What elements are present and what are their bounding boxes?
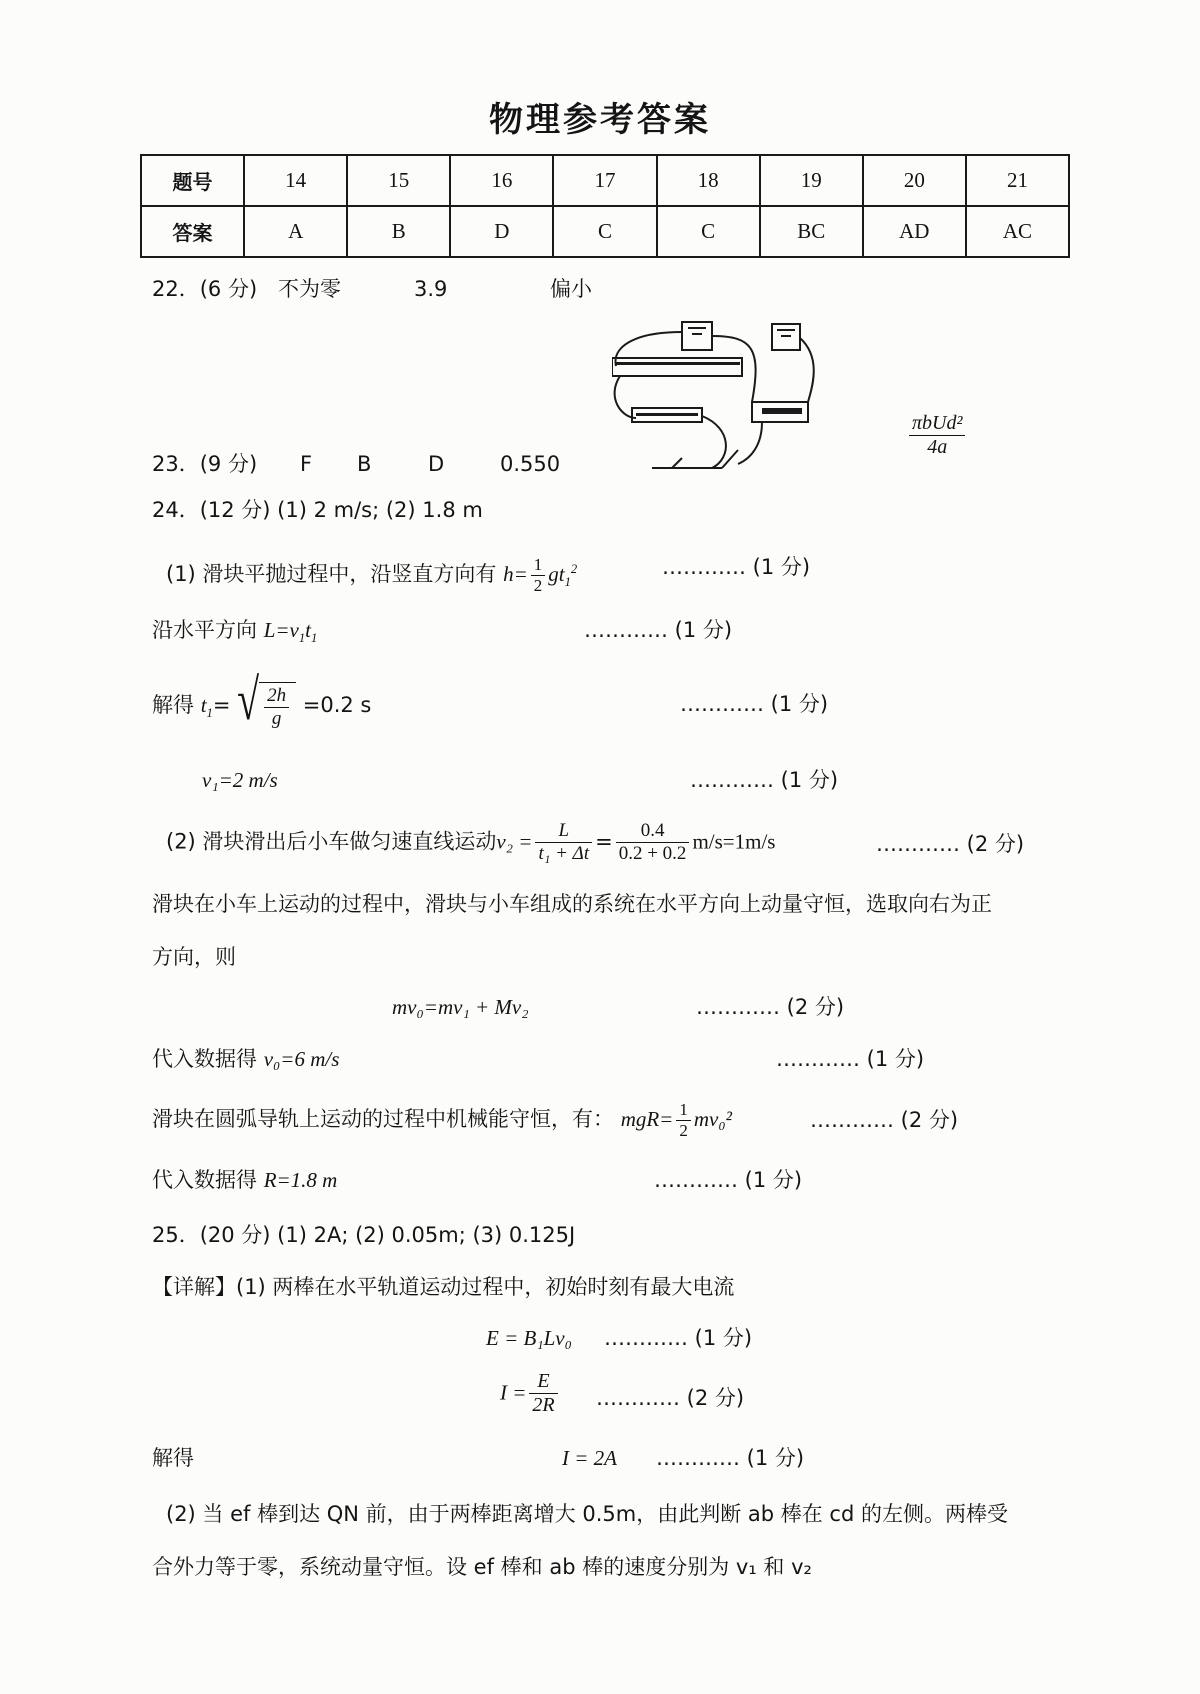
square-root: √ $\frac{2h}{g}$ (237, 682, 296, 730)
answer-table (140, 154, 1070, 258)
answer-cell: BC (760, 206, 863, 257)
q22-label: 22．(6 分) (152, 277, 258, 301)
q24-line-3-eq-post: =0.2 s (302, 692, 372, 717)
q24-line-4: v₁=2 m/s (202, 768, 278, 792)
q23-answer-4: 0.550 (500, 452, 561, 476)
q24-line-2-text: 沿水平方向 (152, 618, 257, 642)
question-number: 19 (760, 155, 863, 206)
q22-answer-1: 不为零 (278, 277, 341, 301)
score-note: ………… (1 分) (776, 1047, 925, 1071)
fraction-denominator: 2R (532, 1394, 555, 1416)
q24-line-9 (152, 1047, 339, 1072)
q23-label: 23．(9 分) (152, 452, 258, 476)
question-number: 15 (347, 155, 450, 206)
question-number: 21 (966, 155, 1069, 206)
score-note: ………… (1 分) (680, 692, 829, 716)
fraction-denominator: t₁ + Δt (538, 842, 590, 864)
answer-cell: AD (863, 206, 966, 257)
score-note: ………… (2 分) (810, 1108, 959, 1132)
q24-header: 24．(12 分) (1) 2 m/s; (2) 1.8 m (152, 498, 483, 522)
q24-line-10 (152, 1100, 732, 1140)
q24-line-5-eq-pre: v₂ = (496, 829, 533, 854)
answer-cell: C (657, 206, 760, 257)
answer-cell: D (450, 206, 553, 257)
question-number: 17 (553, 155, 656, 206)
q24-line-11-text: 代入数据得 (152, 1168, 257, 1192)
q25-line-6: 合外力等于零，系统动量守恒。设 ef 棒和 ab 棒的速度分别为 v₁ 和 v₂ (152, 1555, 812, 1579)
q24-line-9-eq: v₀=6 m/s (263, 1047, 340, 1071)
formula-denominator: 4a (927, 436, 948, 458)
q24-line-3-text: 解得 (152, 692, 194, 717)
fraction-numerator: 1 (676, 1100, 691, 1121)
question-number: 18 (657, 155, 760, 206)
q24-line-10-eq-post: mv₀² (693, 1107, 732, 1132)
question-number: 20 (863, 155, 966, 206)
answer-cell: A (244, 206, 347, 257)
answer-cell: C (553, 206, 656, 257)
q25-current-equation (500, 1370, 561, 1417)
fraction-numerator: 0.4 (616, 820, 690, 843)
q24-line-6: 滑块在小车上运动的过程中，滑块与小车组成的系统在水平方向上动量守恒，选取向右为正 (152, 892, 992, 916)
formula-numerator: πbUd² (909, 412, 965, 436)
question-number: 16 (450, 155, 553, 206)
q25-line-5: (2) 当 ef 棒到达 QN 前，由于两棒距离增大 0.5m，由此判断 ab 棒在 cd 的左侧。两棒受 (166, 1502, 1008, 1526)
score-note: ………… (1 分) (584, 618, 733, 642)
q24-line-5: (2) 滑块滑出后小车做匀速直线运动v₂ = $\frac{L}{\text{t₁ + Δt}}$ = $\frac{0.4}{0.2 + 0.2}$ m/s=1m/s (166, 820, 776, 864)
q24-line-2: 沿水平方向 $L=v_1t_1$ (152, 618, 318, 646)
q25-line-1: 【详解】(1) 两棒在水平轨道运动过程中，初始时刻有最大电流 (152, 1275, 735, 1299)
score-note: ………… (1 分) (656, 1446, 805, 1470)
score-note: ………… (2 分) (696, 995, 845, 1019)
q23-answer-1: F (300, 452, 313, 476)
fraction-denominator: 2 (533, 575, 543, 595)
q24-line-11 (152, 1168, 337, 1193)
q24-line-10-text: 滑块在圆弧导轨上运动的过程中机械能守恒，有： (152, 1107, 614, 1132)
q24-line-1-eq-post: gt (548, 562, 565, 587)
fraction-denominator: g (271, 707, 282, 729)
q24-line-1: (1) 滑块平抛过程中，沿竖直方向有 h= $\frac{1}{2}$ $gt_1^2$ (166, 555, 578, 595)
experiment-apparatus-image (612, 318, 834, 478)
question-number: 14 (244, 155, 347, 206)
score-note: ………… (2 分) (876, 832, 1025, 856)
q23-answer-3: D (428, 452, 445, 476)
score-note: ………… (2 分) (596, 1386, 745, 1410)
q24-line-3-eq-pre: t (200, 692, 207, 717)
fraction-numerator: 2h (264, 685, 289, 708)
q22-answer-3: 偏小 (550, 277, 592, 301)
page-title: 物理参考答案 (489, 100, 711, 140)
q24-momentum-equation: mv₀=mv₁ + Mv₂ (392, 995, 529, 1019)
q24-line-10-eq-pre: mgR= (620, 1107, 674, 1132)
fraction-numerator: E (529, 1370, 557, 1394)
q24-line-5-text: (2) 滑块滑出后小车做匀速直线运动 (166, 829, 497, 854)
score-note: ………… (1 分) (662, 555, 811, 579)
answer-cell: AC (966, 206, 1069, 257)
q24-line-11-eq: R=1.8 m (263, 1168, 338, 1192)
score-note: ………… (1 分) (604, 1326, 753, 1350)
q24-line-2-eq: L=v (263, 618, 299, 642)
score-note: ………… (1 分) (690, 768, 839, 792)
fraction-numerator: 1 (531, 555, 546, 576)
q25-current-eq-pre: I = (500, 1380, 527, 1405)
q24-line-1-eq-pre: h= (503, 562, 528, 587)
fraction-denominator: 0.2 + 0.2 (618, 842, 687, 864)
score-note: ………… (1 分) (654, 1168, 803, 1192)
fraction-numerator: L (535, 820, 592, 843)
q25-emf-equation: E = B₁Lv₀ (486, 1326, 572, 1350)
fraction-denominator: 2 (679, 1120, 688, 1140)
q23-answer-2: B (357, 452, 372, 476)
row-header-question: 题号 (141, 155, 244, 206)
q25-current-result: I = 2A (562, 1446, 617, 1470)
row-header-answer: 答案 (141, 206, 244, 257)
q23-resistivity-formula (906, 412, 968, 459)
question-number-row (141, 155, 1069, 206)
answer-row (141, 206, 1069, 257)
q24-line-9-text: 代入数据得 (152, 1047, 257, 1071)
q22-answer-2: 3.9 (414, 277, 448, 301)
q24-line-7: 方向，则 (152, 945, 236, 969)
q25-header: 25．(20 分) (1) 2A; (2) 0.05m; (3) 0.125J (152, 1223, 576, 1247)
answer-cell: B (347, 206, 450, 257)
q25-line-4-label: 解得 (152, 1446, 194, 1470)
q24-line-1-text: (1) 滑块平抛过程中，沿竖直方向有 (166, 562, 497, 587)
q24-line-5-eq-post: m/s=1m/s (692, 829, 776, 854)
q24-line-3: 解得 $t_1=$ √ $\frac{2h}{g}$ =0.2 s (152, 666, 372, 733)
